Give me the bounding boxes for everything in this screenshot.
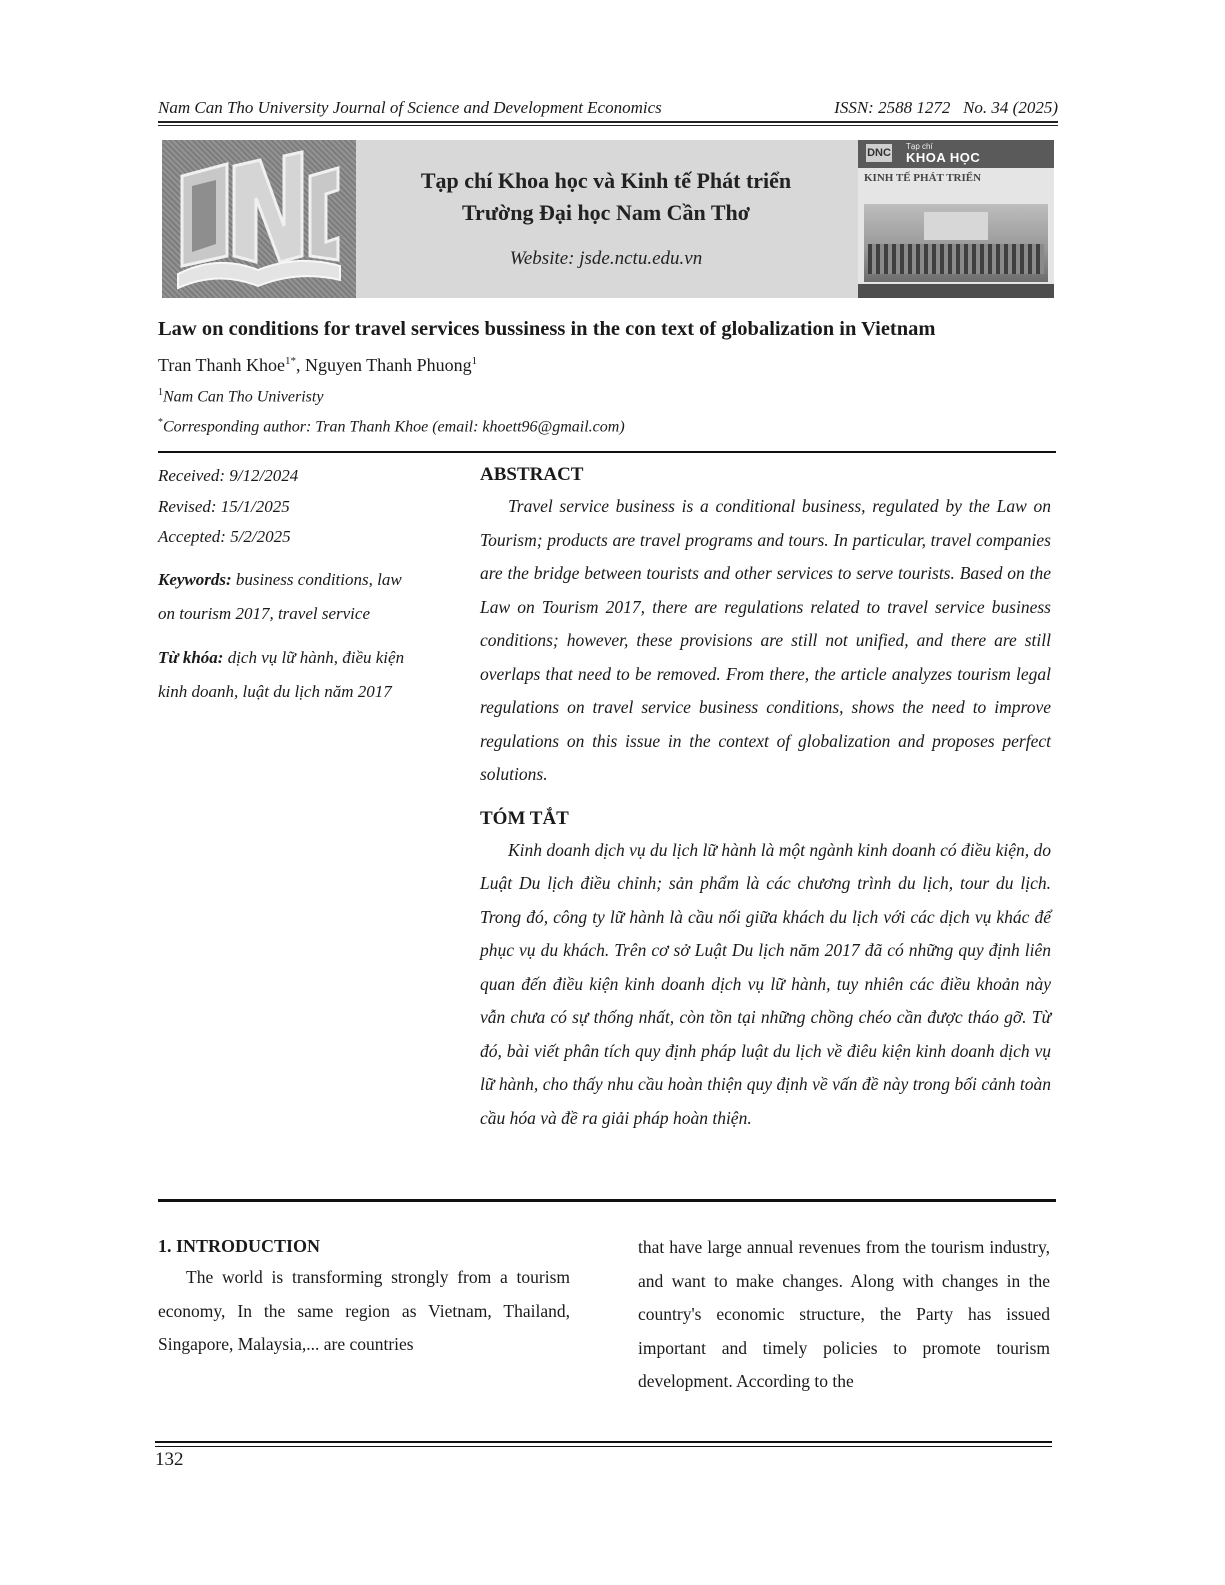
- cover-masthead: [858, 140, 1054, 168]
- tukhoa-text: dịch vụ lữ hành, điều kiện kinh doanh, luật du lịch năm 2017: [158, 647, 405, 701]
- revised-date: Revised: 15/1/2025: [158, 496, 290, 516]
- introduction-right-column: [638, 1231, 1050, 1399]
- section-rule-top: [158, 451, 1056, 453]
- abstract-section: [480, 460, 1051, 1135]
- tomtat-heading: TÓM TẮT: [480, 807, 569, 829]
- author-mark: 1*: [285, 355, 296, 367]
- header-rule: [158, 121, 1058, 123]
- keywords-text: business conditions, law on tourism 2017, travel service: [158, 569, 402, 623]
- cover-logo: DNC: [866, 144, 892, 162]
- affiliation-mark: 1: [158, 387, 163, 398]
- dnc-logo-icon: [172, 146, 346, 294]
- received-date: Received: 9/12/2024: [158, 466, 299, 485]
- keywords: [158, 563, 418, 631]
- banner-website[interactable]: Website: jsde.nctu.edu.vn: [509, 248, 703, 269]
- author-name: Tran Thanh Khoe: [158, 355, 285, 375]
- journal-cover-image: [858, 140, 1054, 298]
- banner-title: [356, 165, 856, 229]
- banner-title-line2: Trường Đại học Nam Cần Thơ: [462, 200, 750, 225]
- affiliation-text: Nam Can Tho Univeristy: [163, 388, 324, 406]
- banner-title-line1: Tạp chí Khoa học và Kinh tế Phát triển: [420, 168, 792, 193]
- header-rule-thin: [158, 125, 1058, 126]
- journal-name: Nam Can Tho University Journal of Science and Development Economics: [158, 98, 662, 117]
- section-rule-bottom: [158, 1199, 1056, 1202]
- paper-title: Law on conditions for travel services bussiness in the con text of globalization in Vietnam: [158, 318, 936, 340]
- introduction-paragraph: The world is transforming strongly from a tourism economy, In the same region as Vietnam, Thailand, Singapore, Malaysia,... are countries: [158, 1267, 570, 1354]
- introduction-left-column: [158, 1231, 570, 1362]
- corresponding-mark: *: [158, 417, 163, 428]
- cover-subtitle: KINH TẾ PHÁT TRIỂN: [864, 172, 982, 184]
- page-number: 132: [155, 1449, 184, 1470]
- tukhoa-label: Từ khóa:: [158, 647, 224, 667]
- footer-rule-thin: [155, 1446, 1052, 1447]
- abstract-text: Travel service business is a conditional business, regulated by the Law on Tourism; products are travel programs and tours. In particular, travel companies are the bridge between tourists and other services to serve tourists. Based on the Law on Tourism 2017, there are regulations related to travel service business conditions; however, these provisions are still not unified, and there are still overlaps that need to be removed. From there, the article analyzes tourism legal regulations on travel service business conditions, shows the need to improve regulations on this issue in the context of globalization and proposes perfect solutions.: [480, 496, 1051, 784]
- corresponding-text: Corresponding author: Tran Thanh Khoe (email: khoett96@gmail.com): [163, 418, 625, 436]
- abstract-heading: ABSTRACT: [480, 464, 584, 485]
- introduction-paragraph-continued: that have large annual revenues from the tourism industry, and want to make changes. Along with changes in the country's economic structure, the Party has issued important and timely policies to promote tourism development. According to the: [638, 1237, 1050, 1391]
- issn-issue: ISSN: 2588 1272 No. 34 (2025): [834, 98, 1058, 117]
- article-meta: [158, 461, 418, 709]
- keywords-label: Keywords:: [158, 569, 232, 589]
- cover-tapchi: Tạp chí: [906, 142, 933, 151]
- author-mark: 1: [471, 355, 478, 367]
- author-name: Nguyen Thanh Phuong: [305, 355, 472, 375]
- affiliation: [158, 387, 323, 406]
- cover-photo: [864, 204, 1048, 282]
- corresponding-author: [158, 417, 625, 436]
- running-header: [158, 98, 1058, 120]
- footer-rule: [155, 1441, 1052, 1443]
- cover-footer-band: [858, 284, 1054, 298]
- accepted-date: Accepted: 5/2/2025: [158, 527, 291, 546]
- cover-khoahoc: KHOA HỌC: [906, 150, 981, 165]
- tukhoa: [158, 641, 418, 709]
- introduction-heading: 1. INTRODUCTION: [158, 1236, 321, 1256]
- dnc-logo: [162, 140, 356, 298]
- tomtat-text: Kinh doanh dịch vụ du lịch lữ hành là một ngành kinh doanh có điều kiện, do Luật Du lịch điều chỉnh; sản phẩm là các chương trình du lịch, tour du lịch. Trong đó, công ty lữ hành là cầu nối giữa khách du lịch với các dịch vụ khác để phục vụ du khách. Trên cơ sở Luật Du lịch năm 2017 đã có những quy định liên quan đến điều kiện kinh doanh dịch vụ lữ hành, tuy nhiên các điều khoản này vẫn chưa có sự thống nhất, còn tồn tại những chồng chéo cần được tháo gỡ. Từ đó, bài viết phân tích quy định pháp luật du lịch về điêu kiện kinh doanh dịch vụ lữ hành, cho thấy nhu cầu hoàn thiện quy định về vấn đề này trong bối cảnh toàn cầu hóa và đề ra giải pháp hoàn thiện.: [480, 839, 1051, 1128]
- author-list: Tran Thanh Khoe$^{1*}$, Nguyen Thanh Phuong$^1$: [158, 355, 478, 375]
